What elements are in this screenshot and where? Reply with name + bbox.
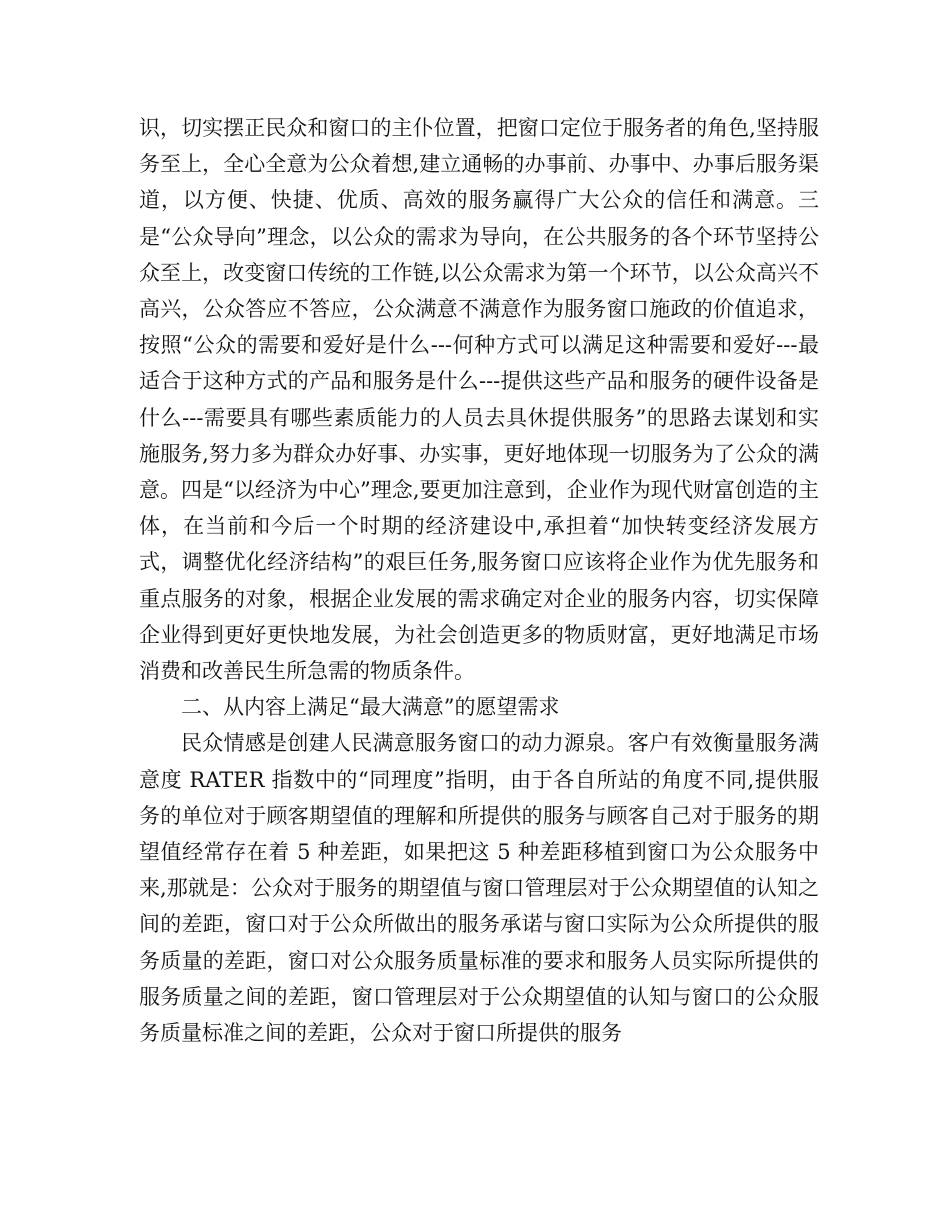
section-heading-2: 二、从内容上满足“最大满意”的愿望需求 <box>181 695 560 720</box>
body-paragraph-rater: 民众情感是创建人民满意服务窗口的动力源泉。客户有效衡量服务满意度 RATER 指数中的“同理度”指明，由于各自所站的角度不同,提供服务的单位对于顾客期望值的理解和所提供的服务与顾客自己对于服务的期望值经常存在着 5 种差距，如果把这 5 种差距移植到窗口为公众服务中来,那就是：公众对于服务的期望值与窗口管理层对于公众期望值的认知之间的差距，窗口对于公众所做出的服务承诺与窗口实际为公众所提供的服务质量的差距，窗口对公众服务质量标准的要求和服务人员实际所提供的服务质量之间的差距，窗口管理层对于公众期望值的认知与窗口的公众服务质量标准之间的差距，公众对于窗口所提供的服务 <box>139 731 819 1046</box>
document-body <box>139 110 819 1051</box>
body-paragraph-continuation: 识，切实摆正民众和窗口的主仆位置，把窗口定位于服务者的角色,坚持服务至上，全心全意为公众着想,建立通畅的办事前、办事中、办事后服务渠道，以方便、快捷、优质、高效的服务赢得广大公众的信任和满意。三是“公众导向”理念，以公众的需求为导向，在公共服务的各个环节坚持公众至上，改变窗口传统的工作链,以公众需求为第一个环节，以公众高兴不高兴，公众答应不答应，公众满意不满意作为服务窗口施政的价值追求，按照“公众的需要和爱好是什么---何种方式可以满足这种需要和爱好---最适合于这种方式的产品和服务是什么---提供这些产品和服务的硬件设备是什么---需要具有哪些素质能力的人员去具休提供服务”的思路去谋划和实施服务,努力多为群众办好事、办实事，更好地体现一切服务为了公众的满意。四是“以经济为中心”理念,要更加注意到，企业作为现代财富创造的主体，在当前和今后一个时期的经济建设中,承担着“加快转变经济发展方式，调整优化经济结构”的艰巨任务,服务窗口应该将企业作为优先服务和重点服务的对象，根据企业发展的需求确定对企业的服务内容，切实保障企业得到更好更快地发展，为社会创造更多的物质财富，更好地满足市场消费和改善民生所急需的物质条件。 <box>139 116 819 684</box>
